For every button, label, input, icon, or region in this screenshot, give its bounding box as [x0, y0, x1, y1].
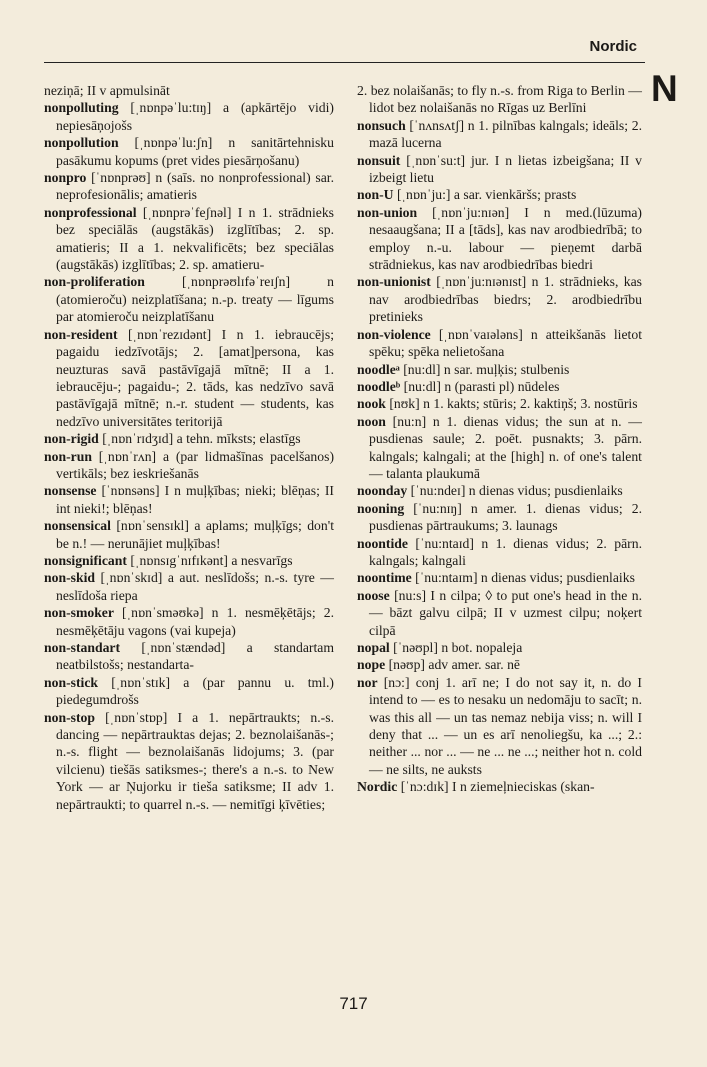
- dictionary-entry: [357, 569, 642, 586]
- headword: nope: [357, 657, 386, 673]
- headword: nonsuit: [357, 152, 401, 168]
- dictionary-entry: [357, 500, 642, 535]
- entry-definition: [ˈnɒnprəʊ] n (saīs. no nonprofessional) sar. neprofesionālis; amatieris: [56, 170, 334, 203]
- entry-definition: [ˌnɒnpəˈlu:tɪŋ] a (apkārtējo vidi) nepiesāņojošs: [56, 100, 334, 133]
- headword: Nordic: [357, 779, 398, 795]
- entry-definition: 2. bez nolaišanās; to fly n.-s. from Riga to Berlin — lidot bez nolaišanās no Rīgas uz Berlīni: [357, 83, 642, 116]
- thumb-index-letter: N: [651, 68, 678, 109]
- headword: nonprofessional: [44, 204, 137, 220]
- headword: non-standart: [44, 640, 121, 655]
- dictionary-entry: [357, 117, 642, 152]
- headword: nooning: [357, 500, 405, 516]
- headword: non-proliferation: [44, 274, 145, 290]
- headword: non-stop: [44, 709, 95, 725]
- headword: nonpro: [44, 170, 87, 186]
- dictionary-entry: [44, 169, 334, 204]
- dictionary-entry: [357, 395, 642, 412]
- entry-definition: [ˌnɒnˈrɪdʒɪd] a tehn. mīksts; elastīgs: [98, 431, 301, 447]
- entry-definition: [nu:n] n 1. dienas vidus; the sun at n. — pusdienas saule; 2. poēt. pusnakts; 3. pārn. kalngals; kalngali; at the [high] n. of one's talent — talanta plaukumā: [369, 413, 642, 481]
- dictionary-entry: [357, 378, 642, 395]
- entry-definition: [ˌnɒnˈju:] a sar. vienkāršs; prasts: [393, 187, 577, 203]
- dictionary-entry: [44, 674, 334, 709]
- headword: noon: [357, 413, 386, 429]
- dictionary-entry: [44, 709, 334, 813]
- dictionary-entry: [44, 604, 334, 639]
- entry-definition: [ˌnɒnˈrʌn] a (par lidmašīnas pacelšanos) vertikāls; bez ieskriešanās: [56, 448, 334, 481]
- headword: noonday: [357, 483, 408, 499]
- headword: nonpollution: [44, 135, 119, 151]
- entry-definition: [ˈnɒnsəns] I n muļķības; nieki; blēņas; II int nieki!; blēņas!: [56, 483, 334, 516]
- dictionary-entry: [44, 639, 334, 674]
- entry-definition: [ˈnu:ndeɪ] n dienas vidus; pusdienlaiks: [407, 483, 623, 499]
- dictionary-entry: [357, 639, 642, 656]
- dictionary-entry: [357, 273, 642, 325]
- dictionary-entry: [357, 326, 642, 361]
- right-column: [357, 82, 642, 796]
- dictionary-entry: [44, 552, 334, 569]
- dictionary-entry: [357, 186, 642, 203]
- dictionary-entry: [357, 587, 642, 639]
- entry-definition: [ˌnɒnˈstændəd] a standartam neatbilstošs; nestandarta-: [56, 640, 334, 673]
- entry-definition: [ˌnɒnˈsu:t] jur. I n lietas izbeigšana; II v izbeigt lietu: [369, 152, 642, 186]
- headword: nopal: [357, 640, 390, 655]
- entry-definition: [ˌnɒnprəʊlɪfəˈreɪʃn] n (atomieroču) neizplatīšana; n.-p. treaty — līgums par atomieroču neizplatīšanu: [56, 274, 334, 325]
- dictionary-entry: [44, 326, 334, 430]
- headword: non-violence: [357, 326, 431, 342]
- headword: nonsensical: [44, 518, 111, 534]
- dictionary-entry: [357, 152, 642, 187]
- entry-definition: [nɔ:] conj 1. arī ne; I do not say it, n. do I intend to — es to nesaku un nedomāju to sacīt; n. was this all — un tas nemaz nebija viss; n. will I deny that ... — un es arī nenoliegšu, ka ...; 2.: neither ... nor ... — ne ... ne ...; neither hot n. cold — ne silts, ne auksts: [369, 674, 642, 777]
- entry-definition: [ˈnɔ:dɪk] I n ziemeļnieciskas (skan-: [397, 779, 595, 795]
- dictionary-entry: [44, 99, 334, 134]
- entry-definition: [nu:dl] n sar. muļķis; stulbenis: [399, 361, 570, 377]
- entry-definition: [ˌnɒnˈvaɪələns] n atteikšanās lietot spēku; spēka nelietošana: [369, 326, 642, 360]
- dictionary-entry: [357, 778, 642, 795]
- headword: nonsuch: [357, 117, 406, 133]
- dictionary-entry: [44, 430, 334, 447]
- entry-definition: [ˌnɒnˈju:nɪənɪst] n 1. strādnieks, kas nav arodbiedrības biedrs; 2. arodbiedrību pretinieks: [369, 274, 642, 325]
- headword: non-smoker: [44, 605, 114, 621]
- headword: non-rigid: [44, 431, 99, 447]
- dictionary-entry: [44, 482, 334, 517]
- headword: nonpolluting: [44, 100, 119, 116]
- entry-definition: [ˌnɒnˈsməʊkə] n 1. nesmēķētājs; 2. nesmēķētāju vagons (vai kupeja): [56, 605, 334, 638]
- dictionary-entry: [357, 656, 642, 673]
- headword: non-run: [44, 448, 92, 464]
- entry-definition: [ˈnəʊpl] n bot. nopaleja: [389, 640, 523, 655]
- entry-definition: [ˌnɒnˈrezɪdənt] I n 1. iebraucējs; pagaidu iedzīvotājs; 2. [amat]persona, kas neuzturas savā pastāvīgajā mītnē; II a 1. iebraucēju-; pagaidu-; 2. tāds, kas nedzīvo savā pastāvīgajā mītnē; n.-r. student — students, kas nedzīvo universitātes teritorijā: [56, 326, 334, 429]
- entry-definition: [ˌnɒnˈstɪk] a (par pannu u. tml.) piedegumdrošs: [56, 674, 334, 708]
- dictionary-entry: [357, 204, 642, 274]
- headword: nook: [357, 396, 386, 412]
- entry-definition: neziņā; II v apmulsināt: [44, 83, 170, 98]
- headword: noontime: [357, 570, 412, 586]
- headword: non-U: [357, 187, 394, 203]
- header-rule: [44, 62, 645, 63]
- entry-definition: [ˈnu:ntaɪd] n 1. dienas vidus; 2. pārn. kalngals; kalngali: [369, 535, 642, 568]
- headword: noodleᵇ: [357, 378, 401, 394]
- dictionary-entry: [44, 134, 334, 169]
- entry-definition: [ˌnɒnˈstɒp] I a 1. nepārtraukts; n.-s. dancing — nepārtrauktas dejas; 2. beznolaišanās-; n.-s. flight — beznolaišanās lidojums; 3. (par vilcienu) tiešās satiksmes-; there's a n.-s. to New York — ar Ņujorku ir tieša satiksme; II adv 1. nepārtraukti; to quarrel n.-s. — nemitīgi ķīvēties;: [56, 709, 334, 812]
- entry-definition: [nəʊp] adv amer. sar. nē: [385, 657, 520, 673]
- headword: noose: [357, 587, 390, 603]
- dictionary-entry: [44, 448, 334, 483]
- dictionary-entry: [44, 204, 334, 274]
- dictionary-entry: [44, 569, 334, 604]
- entry-definition: [nu:dl] n (parasti pl) nūdeles: [400, 378, 560, 394]
- entry-definition: [nʊk] n 1. kakts; stūris; 2. kaktiņš; 3. nostūris: [385, 396, 638, 412]
- dictionary-entry: [357, 674, 642, 778]
- entry-definition: [ˌnɒnˈskɪd] a aut. neslīdošs; n.-s. tyre — neslīdoša riepa: [56, 570, 334, 603]
- headword: noodleᵃ: [357, 361, 400, 377]
- dictionary-entry: [44, 517, 334, 552]
- entry-definition: [ˌnɒnprəˈfeʃnəl] I n 1. strādnieks bez speciālās (augstākās) izglītības; 2. sp. amatieris; II a 1. nekvalificēts; bez speciālas (augstākās) izglītības; 2. sp. amatieru-: [56, 204, 334, 273]
- entry-definition: [ˈnʌnsʌtʃ] n 1. pilnības kalngals; ideāls; 2. mazā lucerna: [369, 117, 642, 151]
- headword: noontide: [357, 535, 408, 551]
- dictionary-entry: [357, 413, 642, 483]
- entry-definition: [nɒnˈsensɪkl] a aplams; muļķīgs; don't be n.! — nerunājiet muļķības!: [56, 518, 334, 551]
- headword: non-skid: [44, 570, 95, 586]
- page-number: 717: [339, 994, 368, 1013]
- dictionary-entry: [357, 361, 642, 378]
- entry-definition: [ˌnɒnˈju:nɪən] I n med.(lūzuma) nesaaugšana; II a [tāds], kas nav arodbiedrībā; to employ n.-u. labour — pieņemt darbā strādniekus, kas nav arodbiedrības biedri: [369, 204, 642, 273]
- entry-definition: [nu:s] I n cilpa; ◊ to put one's head in the n. — bāzt galvu cilpā; II v uzmest cilpu; noķert cilpā: [369, 587, 642, 638]
- entry-definition: [ˌnɒnsɪgˈnɪfɪkənt] a nesvarīgs: [126, 552, 293, 568]
- headword: non-union: [357, 204, 418, 220]
- entry-definition: [ˈnu:nɪŋ] n amer. 1. dienas vidus; 2. pusdienas pārtraukums; 3. launags: [369, 500, 642, 534]
- headword: nonsense: [44, 483, 97, 499]
- headword: non-unionist: [357, 274, 431, 290]
- headword: non-stick: [44, 674, 99, 690]
- entry-definition: [ˈnu:ntaɪm] n dienas vidus; pusdienlaiks: [411, 570, 635, 586]
- dictionary-entry: [357, 535, 642, 570]
- dictionary-entry: [357, 82, 642, 117]
- headword: non-resident: [44, 326, 118, 342]
- running-head: Nordic: [589, 38, 637, 55]
- headword: nonsignificant: [44, 552, 127, 568]
- dictionary-entry: [357, 482, 642, 499]
- dictionary-entry: [44, 273, 334, 325]
- entry-definition: [ˌnɒnpəˈlu:ʃn] n sanitārtehnisku pasākumu kopums (pret vides piesārņošanu): [56, 135, 334, 168]
- dictionary-entry: [44, 82, 334, 99]
- left-column: [44, 82, 334, 813]
- headword: nor: [357, 674, 378, 690]
